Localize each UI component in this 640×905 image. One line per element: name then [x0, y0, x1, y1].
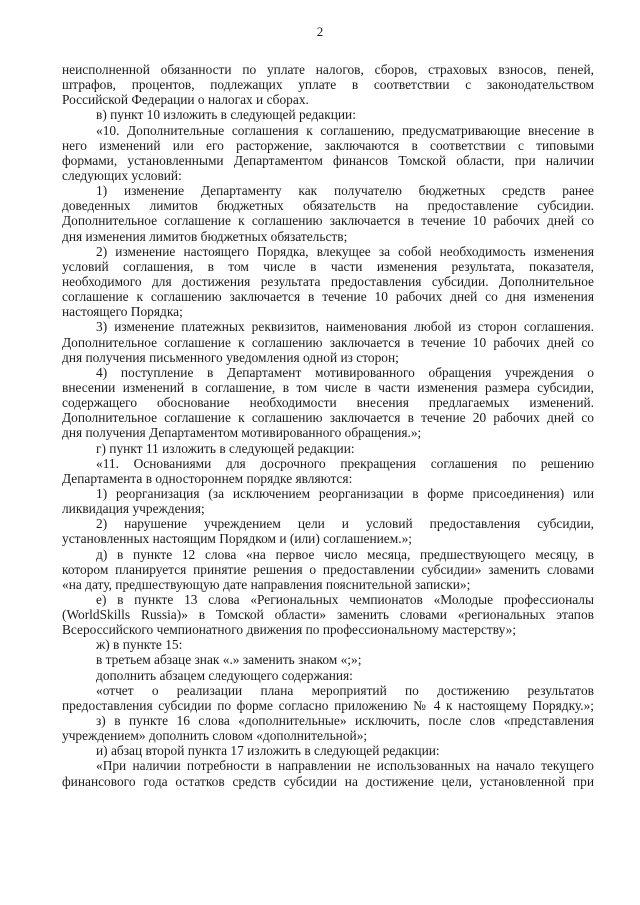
text-line: дополнить абзацем следующего содержания: — [96, 667, 353, 683]
text-line: и) абзац второй пункта 17 изложить в следующей редакции: — [96, 743, 440, 759]
text-line: дня получения Департаментом мотивированного обращения.»; — [62, 425, 422, 441]
text-line: 1) реорганизация (за исключением реорганизации в форме присоединения) или — [96, 485, 594, 501]
text-line: условий соглашения, в том числе в части изменения результата, показателя, — [62, 258, 594, 274]
text-line: внесении изменений в соглашение, в том числе в части изменения размера субсидии, — [62, 379, 594, 395]
text-line: Всероссийского чемпионатного движения по профессиональному мастерству»; — [62, 622, 517, 638]
text-line: 3) изменение платежных реквизитов, наименования любой из сторон соглашения. — [96, 319, 594, 335]
text-line: з) в пункте 16 слова «дополнительные» исключить, после слов «представления — [96, 713, 594, 729]
text-line: установленных настоящим Порядком и (или) соглашением.»; — [62, 531, 412, 547]
text-line: следующих условий: — [62, 167, 182, 183]
text-line: Дополнительное соглашение к соглашению заключается в течение 10 рабочих дней со — [62, 334, 594, 350]
text-line: дня получения письменного уведомления одной из сторон; — [62, 349, 399, 365]
text-line: формами, установленными Департаментом финансов Томской области, при наличии — [62, 152, 594, 168]
text-line: в третьем абзаце знак «.» заменить знаком «;»; — [96, 652, 362, 668]
text-line: котором планируется принятие решения о предоставлении субсидии» заменить словами — [62, 561, 594, 577]
page-number: 2 — [316, 24, 324, 39]
text-line: «10. Дополнительные соглашения к соглашению, предусматривающие внесение в — [96, 122, 594, 138]
text-line: д) в пункте 12 слова «на первое число месяца, предшествующего месяцу, в — [96, 546, 594, 562]
text-line: Дополнительное соглашение к соглашению заключается в течение 20 рабочих дней со — [62, 410, 594, 426]
text-line: ж) в пункте 15: — [96, 637, 183, 653]
text-line: «отчет о реализации плана мероприятий по достижению результатов — [96, 682, 594, 698]
text-line: 4) поступление в Департамент мотивированного обращения учреждения о — [96, 364, 594, 380]
text-line: настоящего Порядка; — [62, 304, 183, 320]
text-line: предоставления субсидии по форме согласно приложению № 4 к настоящему Порядку.»; — [62, 697, 594, 713]
text-line: (WorldSkills Russia)» в Томской области» заменить словами «региональных этапов — [62, 607, 594, 623]
text-line: Российской Федерации о налогах и сборах. — [62, 92, 309, 108]
text-line: 2) изменение настоящего Порядка, влекущее за собой необходимость изменения — [96, 243, 594, 259]
text-line: неисполненной обязанности по уплате налогов, сборов, страховых взносов, пеней, — [62, 62, 594, 77]
text-line: в) пункт 10 изложить в следующей редакции: — [96, 107, 356, 123]
text-line: дня изменения лимитов бюджетных обязательств; — [62, 228, 348, 244]
text-line: штрафов, процентов, подлежащих уплате в соответствии с законодательством — [62, 77, 594, 93]
text-line: ликвидация учреждения; — [62, 501, 205, 517]
text-line: доведенных лимитов бюджетных обязательств на предоставление субсидии. — [62, 198, 594, 214]
text-line: г) пункт 11 изложить в следующей редакции: — [96, 440, 355, 456]
document-body — [62, 62, 594, 789]
text-line: соглашение к соглашению заключается в течение 10 рабочих дней со дня изменения — [62, 289, 594, 305]
text-line: него изменений или его расторжение, заключаются в соответствии с типовыми — [62, 137, 594, 153]
text-line: «11. Основаниями для досрочного прекращения соглашения по решению — [96, 455, 594, 471]
text-line: е) в пункте 13 слова «Региональных чемпионатов «Молодые профессионалы — [96, 591, 594, 607]
text-line: необходимого для достижения результата предоставления субсидии. Дополнительное — [62, 273, 594, 289]
text-line: Департамента в одностороннем порядке являются: — [62, 470, 353, 486]
text-line: «на дату, предшествующую дате направления пояснительной записки»; — [62, 576, 471, 592]
text-line: Дополнительное соглашение к соглашению заключается в течение 10 рабочих дней со — [62, 213, 594, 229]
text-line: учреждением» дополнить словом «дополнительной»; — [62, 728, 368, 744]
text-line: 2) нарушение учреждением цели и условий предоставления субсидии, — [96, 516, 594, 532]
text-line: содержащего обоснование необходимости внесения предлагаемых изменений. — [62, 395, 594, 411]
text-line: финансового года остатков средств субсидии на достижение цели, установленной при — [62, 773, 594, 789]
text-line: 1) изменение Департаменту как получателю бюджетных средств ранее — [96, 183, 594, 199]
text-line: «При наличии потребности в направлении не использованных на начало текущего — [96, 758, 594, 774]
